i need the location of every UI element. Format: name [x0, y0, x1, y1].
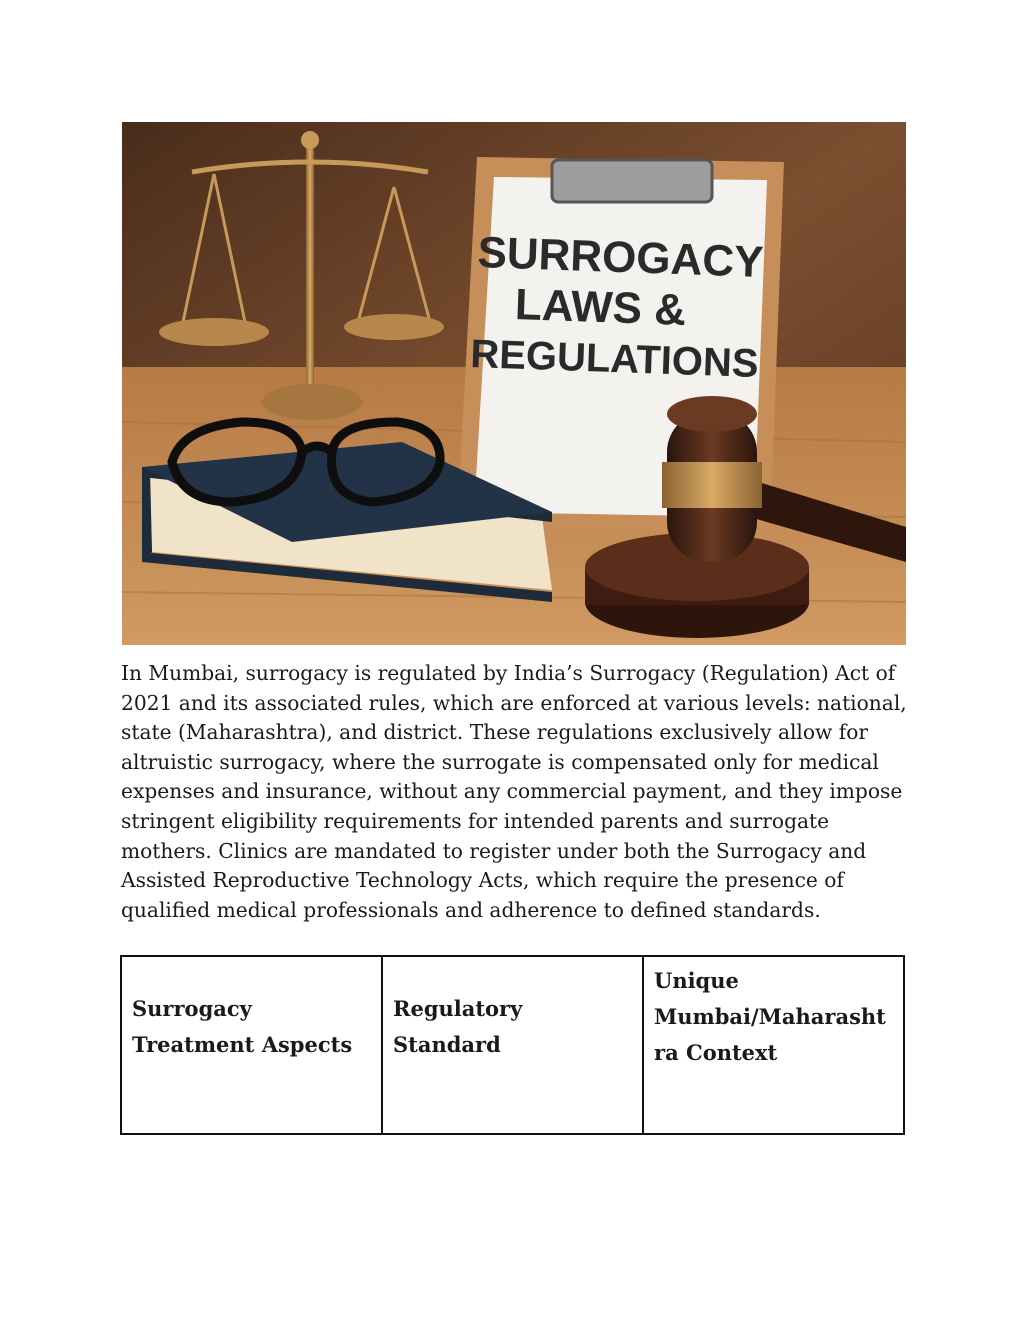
clipboard-line-1: SURROGACY [476, 228, 765, 287]
clipboard-line-2: LAWS & [514, 280, 687, 335]
hero-image [122, 122, 906, 645]
header-text-context: Unique Mumbai/Maharashtra Context [654, 968, 886, 1065]
clipboard-line-3: REGULATIONS [469, 331, 760, 387]
table-header-row [121, 956, 904, 1134]
aspects-table [120, 955, 905, 1135]
header-cell-context [643, 956, 904, 1134]
intro-paragraph: In Mumbai, surrogacy is regulated by India’s Surrogacy (Regulation) Act of 2021 and its associated rules, which are enforced at various levels: national, state (Maharashtra), and district. These regulations exclusively allow for altruistic surrogacy, where the surrogate is compensated only for medical expenses and insurance, without any commercial payment, and they impose stringent eligibility requirements for intended parents and surrogate mothers. Clinics are mandated to register under both the Surrogacy and Assisted Reproductive Technology Acts, which require the presence of qualified medical professionals and adherence to defined standards. [121, 661, 907, 922]
header-cell-aspects [121, 956, 382, 1134]
header-text-standard: Regulatory Standard [393, 996, 523, 1057]
header-cell-standard [382, 956, 643, 1134]
header-text-aspects: Surrogacy Treatment Aspects [132, 996, 353, 1057]
